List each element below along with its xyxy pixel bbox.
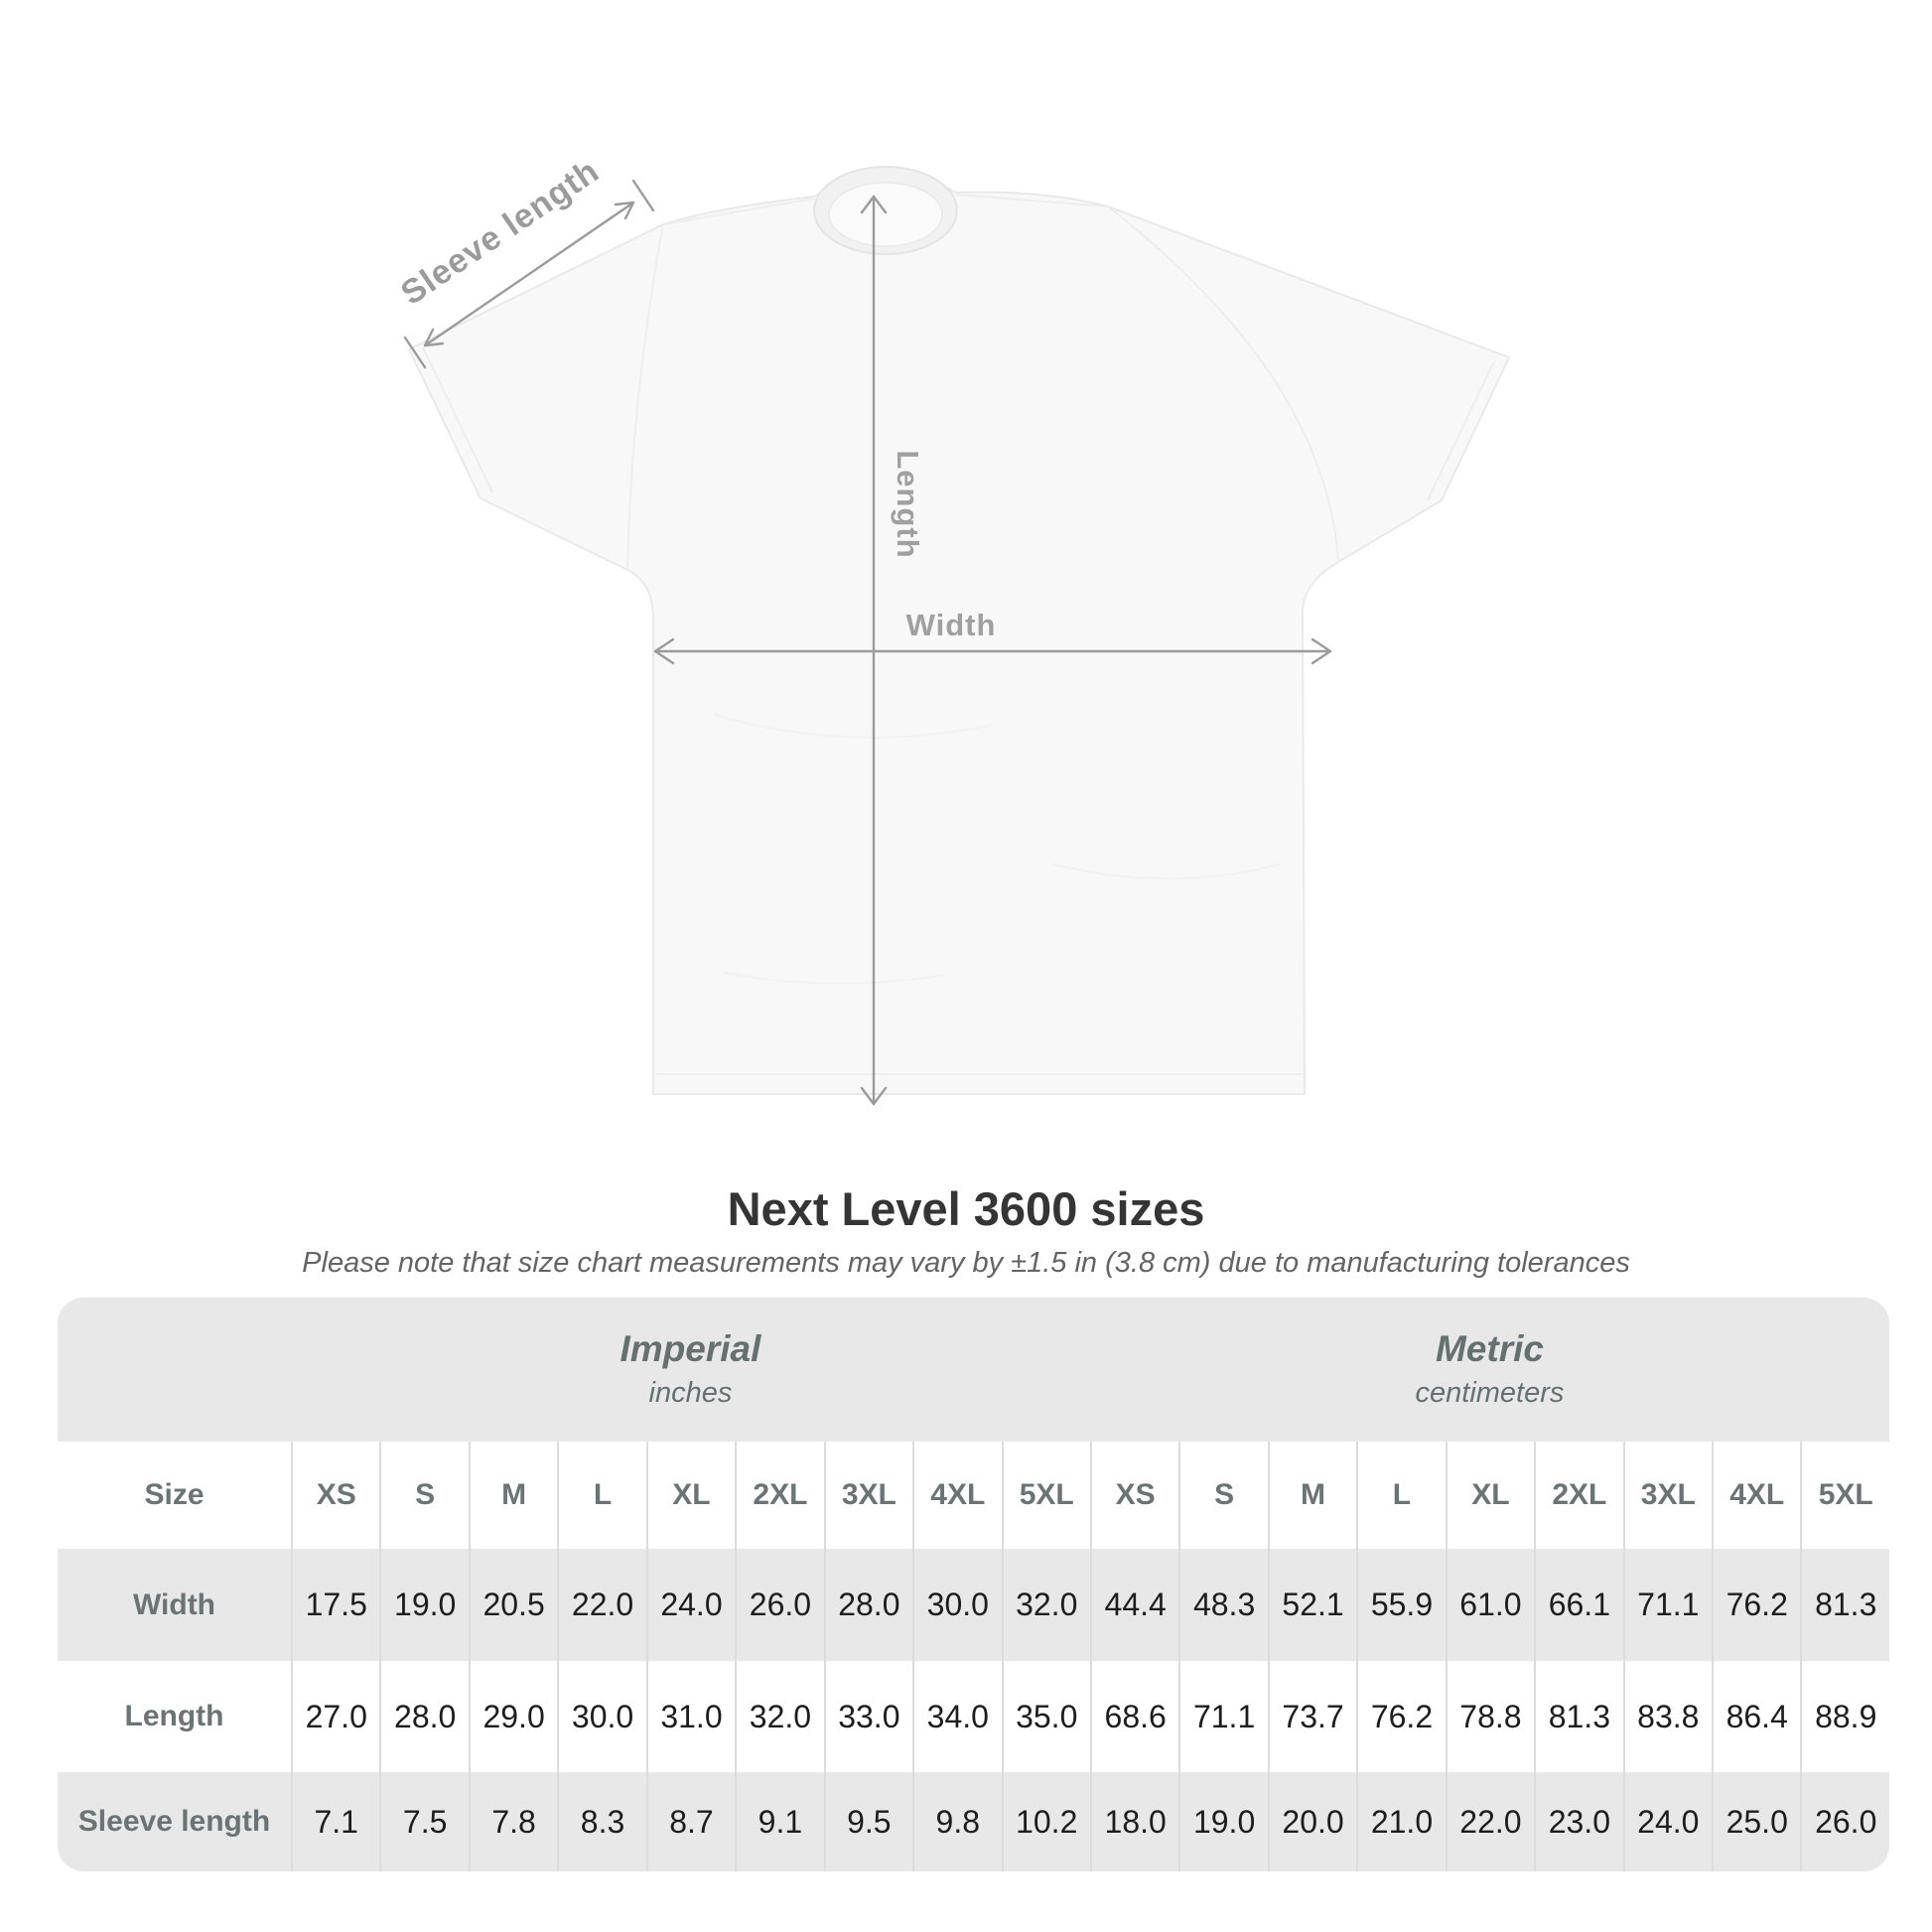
width-value: 26.0 — [735, 1549, 823, 1661]
length-value: 81.3 — [1534, 1661, 1622, 1772]
length-value: 33.0 — [824, 1661, 912, 1772]
sleeve-value: 7.5 — [379, 1772, 468, 1871]
sleeve-value: 19.0 — [1178, 1772, 1267, 1871]
length-value: 31.0 — [646, 1661, 735, 1772]
width-row-label: Width — [58, 1549, 291, 1661]
table-corner-cell — [58, 1298, 291, 1442]
sleeve-value: 22.0 — [1446, 1772, 1534, 1871]
sleeve-value: 8.7 — [646, 1772, 735, 1871]
width-label: Width — [905, 608, 997, 642]
length-value: 35.0 — [1002, 1661, 1090, 1772]
length-label: Length — [891, 450, 925, 559]
size-table-grid — [58, 1298, 1889, 1871]
size-table — [58, 1298, 1889, 1871]
imperial-header-cell — [291, 1298, 1090, 1442]
sleeve-value: 10.2 — [1002, 1772, 1090, 1871]
length-row-label: Length — [58, 1661, 291, 1772]
collar-inner — [829, 183, 942, 246]
width-value: 55.9 — [1356, 1549, 1445, 1661]
sleeve-length-label: Sleeve length — [394, 151, 607, 313]
width-row — [58, 1549, 1889, 1661]
sleeve-value: 7.8 — [469, 1772, 557, 1871]
size-col-header: XL — [646, 1442, 735, 1549]
tolerance-note: Please note that size chart measurements may vary by ±1.5 in (3.8 cm) due to manufacturing tolerances — [302, 1247, 1630, 1279]
sleeve-value: 24.0 — [1623, 1772, 1712, 1871]
size-col-header: XS — [291, 1442, 379, 1549]
size-col-header: 3XL — [824, 1442, 912, 1549]
size-col-header: 4XL — [1712, 1442, 1800, 1549]
width-value: 48.3 — [1178, 1549, 1267, 1661]
size-col-header: M — [469, 1442, 557, 1549]
width-value: 66.1 — [1534, 1549, 1622, 1661]
unit-header-row — [58, 1298, 1889, 1442]
length-value: 34.0 — [912, 1661, 1001, 1772]
length-value: 68.6 — [1090, 1661, 1178, 1772]
width-value: 22.0 — [557, 1549, 645, 1661]
sleeve-value: 23.0 — [1534, 1772, 1622, 1871]
sleeve-value: 9.8 — [912, 1772, 1001, 1871]
size-col-header: 5XL — [1002, 1442, 1090, 1549]
size-header-row — [58, 1442, 1889, 1549]
sleeve-value: 8.3 — [557, 1772, 645, 1871]
width-value: 71.1 — [1623, 1549, 1712, 1661]
size-col-header: S — [1178, 1442, 1267, 1549]
size-col-header: M — [1268, 1442, 1356, 1549]
width-value: 32.0 — [1002, 1549, 1090, 1661]
metric-header-cell — [1090, 1298, 1889, 1442]
width-value: 30.0 — [912, 1549, 1001, 1661]
width-value: 28.0 — [824, 1549, 912, 1661]
length-value: 30.0 — [557, 1661, 645, 1772]
imperial-subtitle: inches — [648, 1377, 733, 1410]
size-col-header: 4XL — [912, 1442, 1001, 1549]
length-value: 88.9 — [1800, 1661, 1889, 1772]
metric-subtitle: centimeters — [1415, 1377, 1565, 1410]
tshirt-measurement-diagram — [298, 99, 1529, 1152]
length-value: 73.7 — [1268, 1661, 1356, 1772]
size-col-header: 2XL — [1534, 1442, 1622, 1549]
sleeve-value: 26.0 — [1800, 1772, 1889, 1871]
length-value: 78.8 — [1446, 1661, 1534, 1772]
size-col-header: S — [379, 1442, 468, 1549]
sleeve-value: 9.5 — [824, 1772, 912, 1871]
metric-title: Metric — [1435, 1327, 1544, 1369]
size-col-header: 5XL — [1800, 1442, 1889, 1549]
width-value: 76.2 — [1712, 1549, 1800, 1661]
width-value: 24.0 — [646, 1549, 735, 1661]
sleeve-value: 21.0 — [1356, 1772, 1445, 1871]
length-value: 76.2 — [1356, 1661, 1445, 1772]
size-col-header: 3XL — [1623, 1442, 1712, 1549]
sleeve-value: 9.1 — [735, 1772, 823, 1871]
length-value: 71.1 — [1178, 1661, 1267, 1772]
sleeve-row-label: Sleeve length — [58, 1772, 291, 1871]
size-col-header: L — [557, 1442, 645, 1549]
length-value: 83.8 — [1623, 1661, 1712, 1772]
length-value: 86.4 — [1712, 1661, 1800, 1772]
sleeve-value: 18.0 — [1090, 1772, 1178, 1871]
length-row — [58, 1661, 1889, 1772]
width-value: 17.5 — [291, 1549, 379, 1661]
width-value: 44.4 — [1090, 1549, 1178, 1661]
sleeve-value: 20.0 — [1268, 1772, 1356, 1871]
length-value: 27.0 — [291, 1661, 379, 1772]
size-col-header: XS — [1090, 1442, 1178, 1549]
length-value: 29.0 — [469, 1661, 557, 1772]
width-value: 61.0 — [1446, 1549, 1534, 1661]
size-col-header: 2XL — [735, 1442, 823, 1549]
length-value: 28.0 — [379, 1661, 468, 1772]
imperial-title: Imperial — [620, 1327, 761, 1369]
length-value: 32.0 — [735, 1661, 823, 1772]
width-value: 81.3 — [1800, 1549, 1889, 1661]
width-value: 52.1 — [1268, 1549, 1356, 1661]
sleeve-value: 25.0 — [1712, 1772, 1800, 1871]
sleeve-value: 7.1 — [291, 1772, 379, 1871]
page-title: Next Level 3600 sizes — [727, 1182, 1205, 1235]
sleeve-length-row — [58, 1772, 1889, 1871]
width-value: 19.0 — [379, 1549, 468, 1661]
size-col-header: XL — [1446, 1442, 1534, 1549]
size-col-header: L — [1356, 1442, 1445, 1549]
size-header-label: Size — [58, 1442, 291, 1549]
width-value: 20.5 — [469, 1549, 557, 1661]
